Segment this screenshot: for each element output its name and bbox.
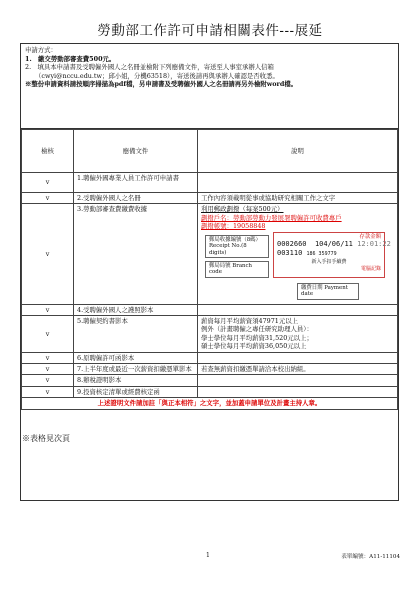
form-box: [20, 43, 399, 501]
next-page-note: ※表格見次頁: [22, 434, 70, 443]
desc-line: 利用郵政劃撥（每案500元）: [201, 205, 284, 214]
table-row: [22, 304, 398, 315]
receipt-stamp: 存款金額 0002660 104/06/11 12:01:22 003110 186 359779 新入手扣手續費 電腦記錄: [273, 232, 385, 278]
branch-code-label: 郵局局號 Branch code: [205, 261, 269, 278]
page-title: 勞動部工作許可申請相關表件---展延: [97, 23, 323, 39]
receipt-no-label: 郵局收據編號（8碼） Receipt No.(8 digits): [205, 235, 269, 259]
desc-line: 劃撥帳號：19058848: [201, 222, 266, 231]
desc-cell: [198, 204, 398, 304]
table-row: [22, 204, 398, 304]
desc-cell: [198, 352, 398, 363]
col-doc: 應備文件: [74, 130, 198, 173]
col-check: 檢核: [22, 130, 74, 173]
table-row: [22, 386, 398, 397]
check-mark: v: [22, 386, 74, 397]
desc-line: 碩士學位每月平均薪資36,050元以上: [201, 342, 307, 351]
table-row: [22, 316, 398, 353]
check-mark: v: [22, 375, 74, 386]
table-row: [22, 193, 398, 204]
desc-line: 例外（計畫聘僱之專任研究助理人員）：: [201, 325, 313, 334]
instructions-line3: ※整份申請資料請按順序掃描為pdf檔，另申請書及受聘僱外國人之名冊請再另外檢附word檔。: [25, 80, 298, 89]
table-row: [22, 375, 398, 386]
receipt-example: [201, 231, 394, 303]
doc-cell: 4.受聘僱外國人之護照影本: [74, 304, 198, 315]
check-mark: v: [22, 364, 74, 375]
payment-date-label: 繳費日期 Payment date: [297, 283, 359, 300]
desc-cell: [198, 304, 398, 315]
table-row: [22, 173, 398, 193]
col-desc: 說明: [198, 130, 398, 173]
desc-line: 劃撥戶名：勞動部勞動力發展署聘僱許可收費專戶: [201, 213, 342, 222]
check-mark: v: [22, 304, 74, 315]
instructions-label: 申請方式：: [25, 46, 57, 54]
desc-cell: [198, 386, 398, 397]
check-mark: v: [22, 204, 74, 304]
table-row: [22, 364, 398, 375]
desc-line: 薪資每月平均薪資須47971元以上: [201, 317, 299, 326]
page-number: 1: [206, 552, 210, 559]
desc-cell: [198, 375, 398, 386]
table-header-row: [22, 130, 398, 173]
doc-cell: 9.投資核定清單或經費核定函: [74, 386, 198, 397]
doc-cell: 8.辦稅證明影本: [74, 375, 198, 386]
doc-cell: 7.上半年度或最近一次薪資扣繳憑單影本: [74, 364, 198, 375]
table-footer: 上述證明文件請加註「與正本相符」之文字，並加蓋申請單位及計畫主持人章。: [22, 398, 398, 409]
table-footer-row: [22, 398, 398, 409]
doc-cell: 1.聘僱外國專業人員工作許可申請書: [74, 173, 198, 193]
check-mark: v: [22, 193, 74, 204]
desc-line: 學士學位每月平均薪資31,520元以上；: [201, 333, 313, 342]
check-mark: v: [22, 352, 74, 363]
form-number: 表單編號：A11-11104: [341, 554, 400, 560]
doc-cell: 3.勞動部審查費繳費收據: [74, 204, 198, 304]
check-mark: v: [22, 316, 74, 353]
doc-cell: 6.原聘僱許可函影本: [74, 352, 198, 363]
instructions-line2b: （cwyi@nccu.edu.tw；邱小姐，分機63518），寄送後請再與承辦人確認是否收悉。: [35, 71, 279, 80]
instructions: [21, 44, 398, 129]
instructions-line1: 1. 繳交勞動部審查費500元。: [25, 54, 116, 63]
check-mark: v: [22, 173, 74, 193]
desc-cell: 工作內容須載明從事或協助研究相關工作之文字: [198, 193, 398, 204]
desc-cell: [198, 316, 398, 353]
instructions-line2: 2. 填具本申請書及受聘僱外國人之名冊並檢附下列應備文件，寄送至人事室承辦人信箱: [25, 63, 274, 72]
desc-cell: [198, 173, 398, 193]
document-table: [21, 129, 398, 410]
doc-cell: 5.聘僱契約書影本: [74, 316, 198, 353]
doc-cell: 2.受聘僱外國人之名冊: [74, 193, 198, 204]
table-row: [22, 352, 398, 363]
desc-cell: 若查無薪資扣繳憑單請洽本校出納組。: [198, 364, 398, 375]
